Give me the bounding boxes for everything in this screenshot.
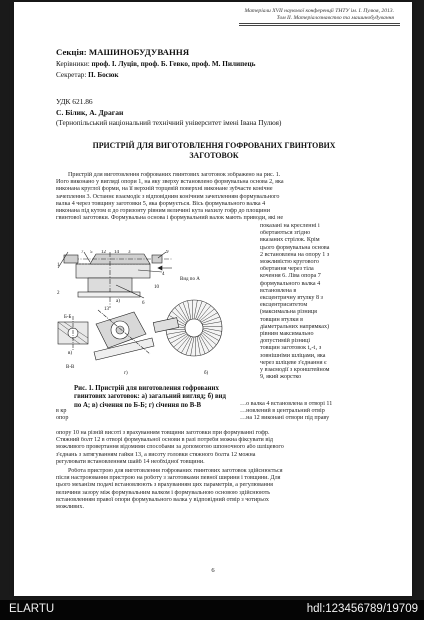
arrow-head xyxy=(158,266,162,270)
part-label: 5 xyxy=(90,250,93,255)
text-line: вказаних стрілок. Крім xyxy=(260,237,320,244)
body-paragraph-3 xyxy=(56,468,374,511)
figure-caption xyxy=(74,385,234,410)
text-line: у взаємодії з кронштейном xyxy=(260,367,330,374)
title-line-2: ЗАГОТОВОК xyxy=(189,151,239,160)
text-line: формувального валка 4 xyxy=(260,280,321,287)
view-d-drawing xyxy=(94,310,154,360)
handle-id: hdl:123456789/19709 xyxy=(306,603,418,615)
text-line: після настроювання пристрою на роботу з заготовками певної ширини і товщини. Для xyxy=(56,475,281,482)
article-title xyxy=(44,141,384,161)
text-line: обертаються згідно xyxy=(260,230,311,237)
supervisors-line xyxy=(56,60,255,68)
text-line: ексцентриситетом xyxy=(260,302,308,309)
institution: (Тернопільський національний технічний університет імені Івана Пулюя) xyxy=(56,119,282,127)
bearing-plate-shape xyxy=(78,292,140,297)
text-line: показані на кресленні і xyxy=(260,223,320,229)
header-rule xyxy=(239,25,400,26)
part-label: 14 xyxy=(114,250,119,255)
text-line: можливістю кругового xyxy=(260,259,319,266)
text-line: кочення 6. Ліва опора 7 xyxy=(260,273,321,280)
text-line: зовнішніми шліцами, яка xyxy=(260,352,326,359)
udc-code: УДК 621.86 xyxy=(56,97,93,106)
part-label: 1 xyxy=(57,263,60,268)
caption-left-text xyxy=(56,408,74,422)
text-line: …новлений в центральний отвір xyxy=(240,408,325,415)
section-title: Секція: МАШИНОБУДУВАННЯ xyxy=(56,47,190,57)
part-label: 10 xyxy=(154,285,159,290)
secretary-name: П. Босюк xyxy=(88,71,119,79)
text-line: Його виконано у вигляді опори 1, на яку зверху встановлено формувальна основа 2, яка xyxy=(56,179,284,186)
document-page xyxy=(14,2,412,596)
view-vv-label: В-В xyxy=(66,365,75,370)
view-bb-label: Б-Б xyxy=(64,315,72,320)
left-support-shape xyxy=(64,255,78,263)
text-line: валка 4 через товщину заготовки 5, яка формується. Вісь формувального валка 4 xyxy=(56,200,266,207)
part-label: 6 xyxy=(142,301,145,306)
text-line: виконана під кутом α до горизонту рівним величині кута нахилу гофр до площини xyxy=(56,208,270,215)
authors: С. Білик, А. Драган xyxy=(56,108,124,117)
view-b-drawing xyxy=(153,300,222,356)
header-line-2: Том ІІ. Матеріалознавство та машинобудування xyxy=(276,15,394,21)
intro-paragraph xyxy=(56,172,374,222)
text-line: з'єднань з затягуванням гайки 13, а висоту головки стяжного болта 12 можна xyxy=(56,451,256,458)
text-line: встановленням правої опори формувального валка у відповідний отвір з чотирьох xyxy=(56,496,269,503)
text-line: в кр xyxy=(56,408,67,414)
text-line: цього механізм подачі встановлюють з врахуванням цих параметрів, а регулювання xyxy=(56,482,273,489)
subfigure-label-d: г) xyxy=(124,371,128,376)
side-paragraph xyxy=(260,223,370,381)
text-line: товщин заготовок t₂-t₁ з xyxy=(260,345,322,352)
running-header xyxy=(245,8,394,22)
part-label: 7 xyxy=(81,250,84,255)
text-line: товщин втулки в xyxy=(260,316,303,323)
supervisors-label: Керівники: xyxy=(56,60,90,68)
text-line: Стяжний болт 12 в отворі формувальної основи в разі потреби можна фіксувати від xyxy=(56,437,274,444)
text-line: зачеплення 3. Останнє взаємодіє з відповідним конічним зачепленням формувального xyxy=(56,193,280,200)
text-line: величини зазору між формувальним валком і формувальною основою здійснюють xyxy=(56,489,271,496)
text-line: …на 12 виконані отвори під праву xyxy=(240,415,330,422)
text-line: через шліцеве з'єднання є xyxy=(260,359,327,366)
caption-line: по А; в) січення по Б-Б; г) січення по В-В xyxy=(74,401,202,409)
part-label: 2 xyxy=(57,291,60,296)
text-line: виконана круглої форми, на її верхній торцевій поверхні виконане зубчасте конічне xyxy=(56,186,273,193)
header-rule xyxy=(239,23,400,24)
view-a-label: Вид по А xyxy=(180,277,200,282)
text-line: опору 10 на різній висоті з врахуванням товщини заготовки при формуванні гофр. xyxy=(56,430,270,436)
part-label: 4 xyxy=(162,272,165,277)
part-label: 13 xyxy=(104,307,109,312)
subfigure-label-c: в) xyxy=(68,351,73,356)
text-line: (максимальна різниця xyxy=(260,309,317,316)
supervisors-names: проф. І. Луців, проф. Б. Гевко, проф. М. Пилипець xyxy=(91,60,256,68)
subfigure-label-a: а) xyxy=(116,299,120,304)
secretary-label: Секретар: xyxy=(56,71,87,79)
title-line-1: ПРИСТРІЙ ДЛЯ ВИГОТОВЛЕННЯ ГОФРОВАНИХ ГВИНТОВИХ xyxy=(92,141,336,150)
caption-line: гвинтових заготовок: а) загальний вигляд; б) вид xyxy=(74,393,226,401)
text-line: допустимій різниці xyxy=(260,338,311,345)
subfigure-label-b: б) xyxy=(204,371,209,376)
text-line: встановлена в xyxy=(260,287,297,294)
text-line: опор xyxy=(56,415,69,422)
disk-hub xyxy=(185,319,203,337)
text-line: цього формувальна основа xyxy=(260,244,330,251)
text-line: Робота пристрою для виготовлення гофрованих гвинтових заготовок здійснюється xyxy=(68,468,283,474)
repository-name: ELARTU xyxy=(9,603,55,615)
text-line: можливих. xyxy=(56,504,84,511)
part-label: 9 xyxy=(166,250,169,255)
text-line: можливого провертання відомими способами за допомогою шпоночного або шліцевого xyxy=(56,444,284,451)
caption-line: Рис. 1. Пристрій для виготовлення гофрованих xyxy=(74,385,219,392)
page-number: 6 xyxy=(211,567,215,574)
text-line: Пристрій для виготовлення гофрованих гвинтових заготовок зображено на рис. 1. xyxy=(68,172,281,178)
shaft-core xyxy=(116,326,124,334)
part-label: 12 xyxy=(101,250,106,255)
secretary-line xyxy=(56,71,119,79)
text-line: обертання через тіла xyxy=(260,266,314,273)
part-label: 3 xyxy=(128,250,131,255)
text-line: рівним максимально xyxy=(260,331,314,338)
text-line: регулювати встановленням шайб 14 необхідної товщини. xyxy=(56,458,205,465)
text-line: …о валка 4 встановлена в отворі 11 xyxy=(240,401,333,407)
caption-side-text xyxy=(240,401,376,423)
body-paragraph-2 xyxy=(56,430,374,466)
text-line: гвинтової заготовки. Формувальна основа і формувальний валок мають приводи, які не xyxy=(56,215,284,222)
text-line: 2 встановлена на опору 1 з xyxy=(260,251,330,258)
device-figure xyxy=(54,250,230,382)
view-c-drawing xyxy=(58,316,88,350)
text-line: 9, який жорстко xyxy=(260,374,302,381)
header-line-1: Матеріали XVII наукової конференції ТНТУ ім. І. Пулюя, 2013. xyxy=(244,8,394,14)
forming-base-shape xyxy=(76,264,150,278)
repository-footer xyxy=(0,600,424,620)
text-line: ексцентричну втулку 8 з xyxy=(260,295,323,302)
text-line: діаметральних напрямках) xyxy=(260,323,330,330)
